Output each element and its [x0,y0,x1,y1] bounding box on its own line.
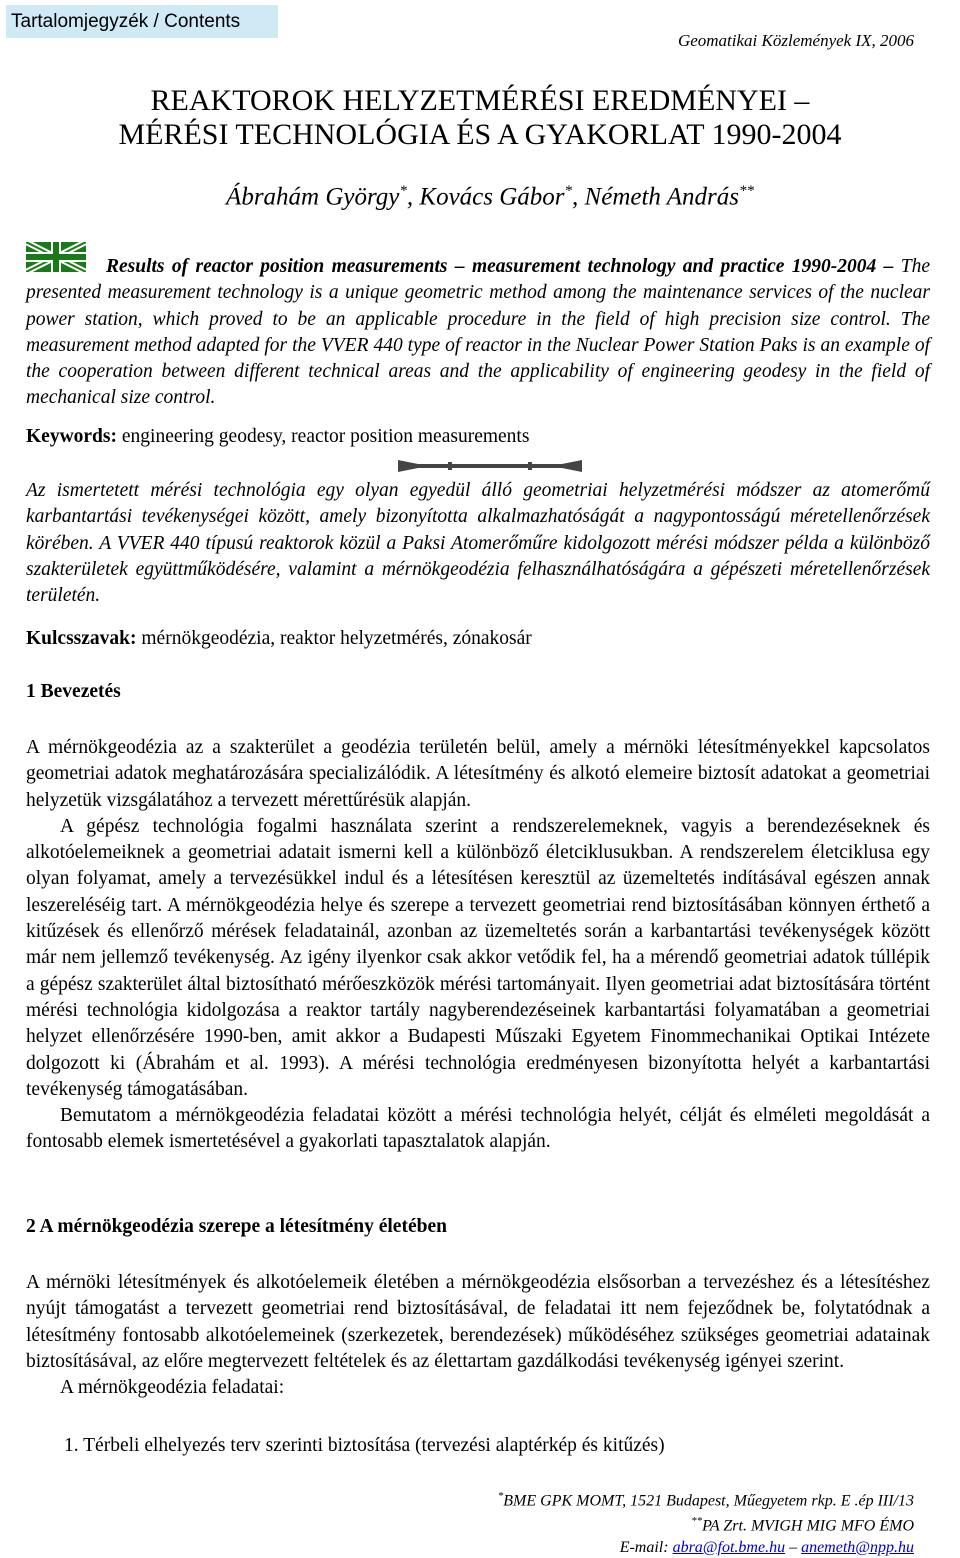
kulcsszavak [26,628,532,650]
paper-title [0,84,960,152]
journal-header: Geomatikai Közlemények IX, 2006 [677,31,914,50]
section-2-paragraph-1: A mérnöki létesítmények és alkotóelemeik életében a mérnökgeodézia elsősorban a tervezéshez és a létesítéshez nyújt támogatást a tervezett geometriai rend biztosításával, de feladatai itt nem fejeződnek be, folytatódnak a létesítmény fontosabb alkotóelemeinek (szerkezetek, berendezések) működéséhez szükséges geometriai adatainak biztosításával, az előre megtervezett feltételek és az élettartam gazdálkodási tevékenység igényei szerint. [26,1272,930,1372]
section-2-heading: 2 A mérnökgeodézia szerepe a létesítmény életében [26,1216,447,1237]
list-item: 1. Térbeli elhelyezés terv szerinti biztosítása (tervezési alaptérkép és kitűzés) [64,1435,665,1456]
section-1-body [26,735,930,1156]
section-2-body [26,1270,930,1401]
author-2: , Kovács Gábor [406,183,565,211]
kulcsszavak-label: Kulcsszavak: [26,628,137,649]
email-separator: – [785,1538,802,1556]
title-line-2: MÉRÉSI TECHNOLÓGIA ÉS A GYAKORLAT 1990-2004 [118,118,842,151]
footnote-1 [498,1486,914,1511]
footnote-2 [498,1511,914,1536]
keywords-label: Keywords: [26,426,117,447]
author-list [0,183,960,211]
hungarian-abstract: Az ismertetett mérési technológia egy olyan egyedül álló geometriai helyzetmérési módszer az atomerőmű karbantartási tevékenységei között, amely bizonyította alkalmazhatóságát a nagypontosságú méretellenőrzések körében. A VVER 440 típusú reaktorok közül a Paksi Atomerőműre kidolgozott mérési módszer példa a különböző szakterületek együttműködésére, valamint a mérnökgeodézia felhasználhatóságára a gépészeti méretellenőrzések területén. [26,480,930,607]
footnote-2-mark: ** [691,1515,703,1528]
toc-link-button[interactable]: Tartalomjegyzék / Contents [6,5,278,38]
ornament-divider-icon [398,458,582,474]
section-2-paragraph-2: A mérnökgeodézia feladatai: [60,1377,285,1399]
abstract-en-title: Results of reactor position measurements – measurement technology and practice 1990-2004 – [106,256,894,277]
footnotes [498,1486,914,1558]
email-link-1[interactable]: abra@fot.bme.hu [672,1538,786,1556]
section-1-paragraph-1: A mérnökgeodézia az a szakterület a geodézia területén belül, amely a mérnöki létesítményekkel kapcsolatos geometriai adatok meghatározására specializálódik. A létesítmény és alkotó elemeire biztosít adatokat a geometriai helyzetük vizsgálatához a tervezett mérettűrésük alapján. [26,737,930,811]
footnote-1-text: BME GPK MOMT, 1521 Budapest, Műegyetem rkp. E .ép III/13 [503,1492,914,1510]
kulcsszavak-text: mérnökgeodézia, reaktor helyzetmérés, zónakosár [136,628,532,649]
section-1-paragraph-2: A gépész technológia fogalmi használata szerint a rendszerelemeknek, vagyis a berendezéseknek és alkotóelemeiknek a geometriai adatait ismerni kell a különböző életciklusukban. A rendszerelem életciklusa egy olyan folyamat, amely a tervezésükkel indul és a létesítésen keresztül az üzemeltetés indításával egészen annak leszereléséig tart. A mérnökgeodézia helye és szerepe a tervezett geometriai rend biztosításában könnyen érthető a kitűzések és ellenőrző mérések feladatainál, azonban az üzemeltetés során a karbantartási tevékenységek között már nem jellemző tevékenység. Az igény ilyenkor csak akkor vetődik fel, ha a mérendő geometriai adatok túllépik a gépész szakterület által biztosítható mérőeszközök mérési tartományait. Ilyen geometriai adat biztosítására történt mérési technológia kidolgozása a reaktor tartály nagyberendezéseinek karbantartási folyamatában a geometriai helyzet ellenőrzésére 1990-ben, amit akkor a Budapesti Műszaki Egyetem Finommechanikai Optikai Intézete dolgozott ki (Ábrahám et al. 1993). A mérési technológia eredményesen bizonyította helyét a karbantartási tevékenység támogatásában. [26,815,930,1100]
section-1-paragraph-3: Bemutatom a mérnökgeodézia feladatai között a mérési technológia helyét, célját és elméleti megoldását a fontosabb elemek ismertetésével a gyakorlati tapasztalatok alapján. [26,1105,930,1153]
email-line [498,1537,914,1558]
footnote-1-mark: * [497,1490,504,1502]
keywords-text: engineering geodesy, reactor position measurements [117,426,530,447]
author-3: , Németh András [572,183,739,211]
author-2-mark: * [564,183,573,199]
author-1-mark: * [399,183,407,199]
email-label: E-mail: [619,1538,673,1556]
keywords [26,426,529,448]
author-1: Ábrahám György [226,183,400,211]
email-link-2[interactable]: anemeth@npp.hu [801,1538,914,1556]
section-1-heading: 1 Bevezetés [26,681,121,702]
footnote-2-text: PA Zrt. MVIGH MIG MFO ÉMO [702,1517,914,1535]
title-line-1: REAKTOROK HELYZETMÉRÉSI EREDMÉNYEI – [150,84,810,117]
english-abstract [26,254,930,412]
abstract-en-text: The presented measurement technology is a unique geometric method among the maintenance services of the nuclear power station, which proved to be an applicable procedure in the field of high precision size control. The measurement method adapted for the VVER 440 type of reactor in the Nuclear Power Station Paks is an example of the cooperation between different technical areas and the applicability of engineering geodesy in the field of mechanical size control. [26,256,930,409]
author-3-mark: ** [738,183,754,199]
